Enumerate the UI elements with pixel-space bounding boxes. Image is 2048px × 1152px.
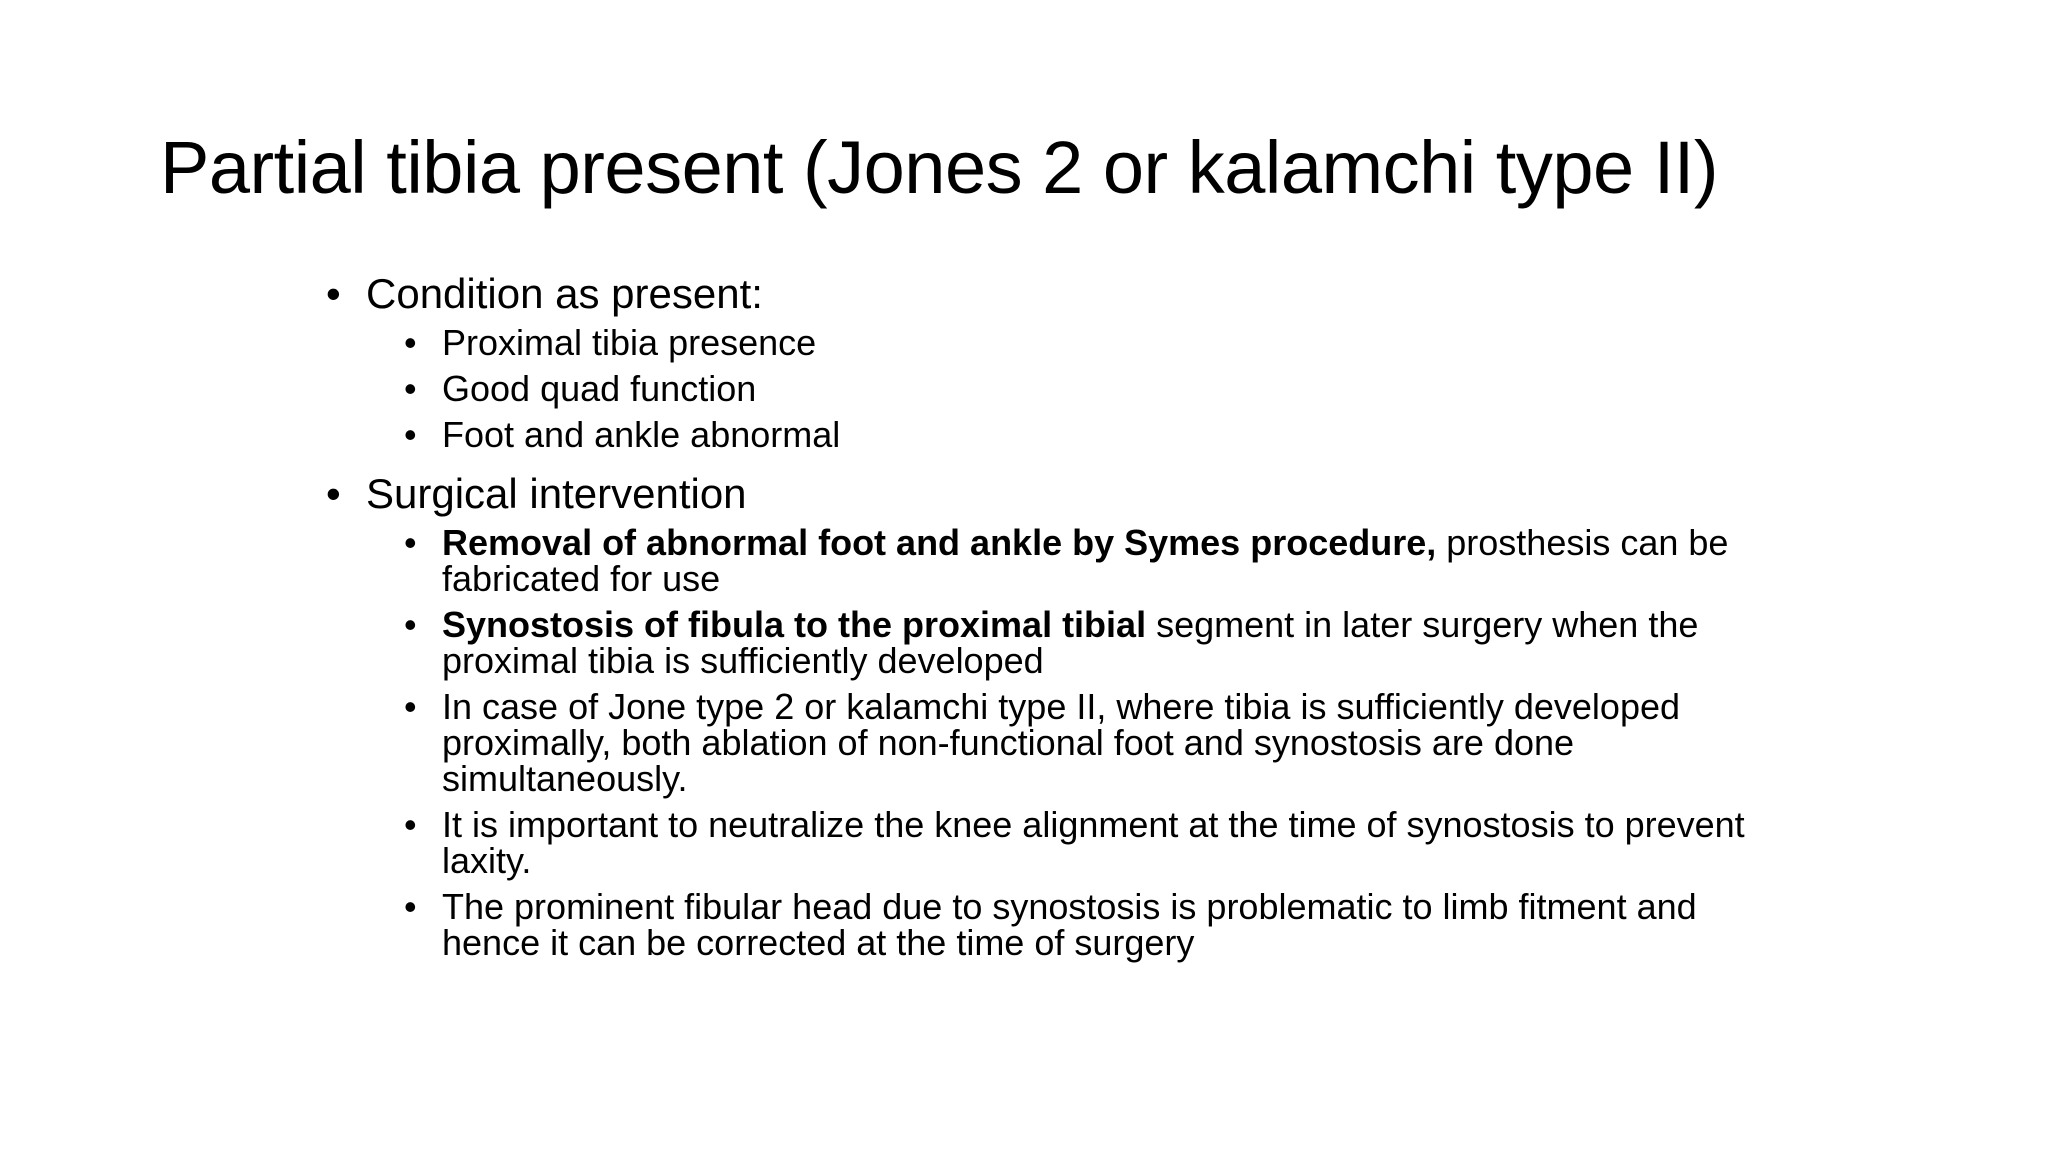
bullet-surgical <box>326 468 1746 520</box>
list-item: • Synostosis of fibula to the proximal tibial segment in later surgery when the proximal tibia is sufficiently developed <box>404 604 1699 681</box>
list-item: • In case of Jone type 2 or kalamchi type II, where tibia is sufficiently developed proximally, both ablation of non-functional foot and synostosis are done simultaneously. <box>404 686 1681 799</box>
list-item: • Proximal tibia presence <box>404 322 817 363</box>
list-item: • Removal of abnormal foot and ankle by Symes procedure, prosthesis can be fabricated for use <box>404 522 1729 599</box>
list-item: • Good quad function <box>404 368 757 409</box>
slide-body <box>326 268 1746 976</box>
slide-title: Partial tibia present (Jones 2 or kalamchi type II) <box>160 126 1718 209</box>
section-heading: Condition as present: <box>366 270 763 317</box>
bullet-condition <box>326 268 1746 320</box>
bullet-dot: • <box>326 470 341 517</box>
list-item: • Foot and ankle abnormal <box>404 414 841 455</box>
list-item: • The prominent fibular head due to synostosis is problematic to limb fitment and hence it can be corrected at the time of surgery <box>404 886 1697 963</box>
condition-list <box>326 320 1746 458</box>
bullet-dot: • <box>326 270 341 317</box>
surgical-list <box>326 520 1746 966</box>
section-heading: Surgical intervention <box>366 470 747 517</box>
list-item: • It is important to neutralize the knee alignment at the time of synostosis to prevent laxity. <box>404 804 1745 881</box>
